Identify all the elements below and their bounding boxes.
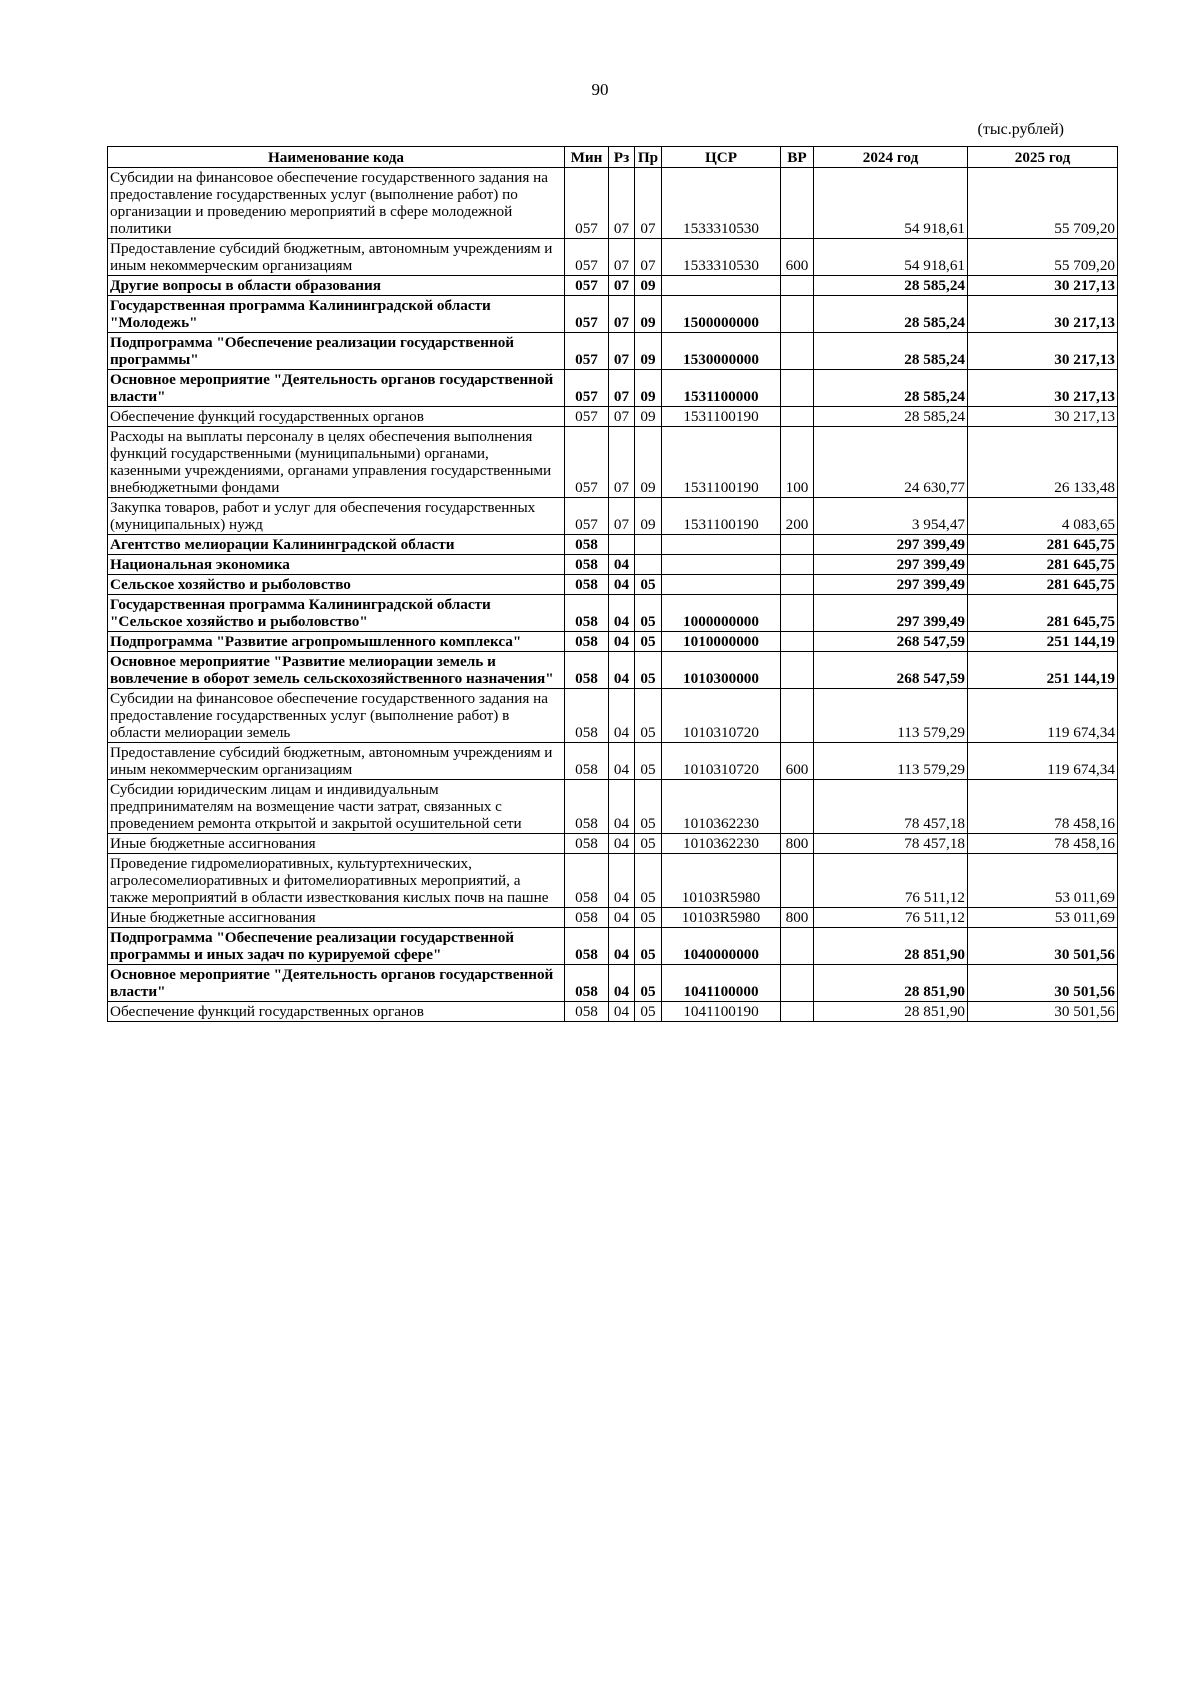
cell-min: 058 [565,632,609,652]
cell-pr: 05 [635,834,662,854]
cell-2025: 251 144,19 [968,652,1118,689]
table-row [108,575,1118,595]
cell-2025: 53 011,69 [968,908,1118,928]
cell-rz: 04 [609,928,635,965]
cell-name: Другие вопросы в области образования [108,276,565,296]
cell-2024: 28 585,24 [814,407,968,427]
cell-min: 057 [565,296,609,333]
table-row [108,834,1118,854]
cell-vr [781,928,814,965]
cell-vr [781,1002,814,1022]
table-row [108,427,1118,498]
cell-name: Субсидии на финансовое обеспечение государственного задания на предоставление государственных услуг (выполнение работ) по организации и проведению мероприятий в сфере молодежной политики [108,168,565,239]
cell-2024: 28 585,24 [814,296,968,333]
table-row [108,780,1118,834]
cell-2025: 281 645,75 [968,555,1118,575]
cell-pr: 09 [635,407,662,427]
cell-pr: 05 [635,928,662,965]
cell-vr [781,780,814,834]
cell-rz: 04 [609,555,635,575]
cell-csr: 1010000000 [662,632,781,652]
cell-min: 058 [565,928,609,965]
page-number: 90 [591,80,609,99]
cell-name: Проведение гидромелиоративных, культуртехнических, агролесомелиоративных и фитомелиоративных мероприятий, а также мероприятий в области известкования кислых почв на пашне [108,854,565,908]
cell-2024: 28 851,90 [814,928,968,965]
table-row [108,689,1118,743]
header-2025: 2025 год [968,147,1118,168]
cell-csr: 1010310720 [662,743,781,780]
cell-2025: 26 133,48 [968,427,1118,498]
cell-min: 057 [565,370,609,407]
cell-2024: 78 457,18 [814,834,968,854]
cell-pr: 07 [635,168,662,239]
cell-csr: 10103R5980 [662,908,781,928]
cell-2024: 268 547,59 [814,652,968,689]
cell-rz: 07 [609,296,635,333]
table-body [108,168,1118,1022]
cell-2025: 30 217,13 [968,407,1118,427]
table-row [108,370,1118,407]
cell-rz: 04 [609,575,635,595]
table-row [108,555,1118,575]
cell-rz [609,535,635,555]
cell-min: 058 [565,780,609,834]
cell-csr: 1531100190 [662,407,781,427]
cell-vr: 600 [781,239,814,276]
table-row [108,296,1118,333]
cell-pr: 09 [635,333,662,370]
cell-pr: 05 [635,1002,662,1022]
cell-rz: 04 [609,854,635,908]
cell-name: Основное мероприятие "Деятельность органов государственной власти" [108,965,565,1002]
cell-rz: 07 [609,239,635,276]
cell-csr: 1531100190 [662,498,781,535]
table-row [108,333,1118,370]
cell-min: 057 [565,168,609,239]
cell-rz: 04 [609,743,635,780]
cell-2025: 30 217,13 [968,333,1118,370]
cell-name: Агентство мелиорации Калининградской области [108,535,565,555]
cell-vr [781,535,814,555]
cell-2025: 251 144,19 [968,632,1118,652]
cell-min: 058 [565,535,609,555]
table-row [108,1002,1118,1022]
cell-2025: 119 674,34 [968,743,1118,780]
table-row [108,928,1118,965]
cell-rz: 04 [609,834,635,854]
table-row [108,632,1118,652]
cell-min: 058 [565,854,609,908]
cell-min: 057 [565,498,609,535]
cell-pr: 09 [635,370,662,407]
cell-rz: 07 [609,498,635,535]
cell-2024: 28 851,90 [814,965,968,1002]
cell-csr [662,575,781,595]
cell-2024: 24 630,77 [814,427,968,498]
cell-min: 058 [565,743,609,780]
cell-name: Обеспечение функций государственных органов [108,1002,565,1022]
cell-2024: 54 918,61 [814,168,968,239]
table-row [108,168,1118,239]
cell-pr: 05 [635,632,662,652]
header-csr: ЦСР [662,147,781,168]
cell-name: Подпрограмма "Развитие агропромышленного комплекса" [108,632,565,652]
header-2024: 2024 год [814,147,968,168]
cell-name: Закупка товаров, работ и услуг для обеспечения государственных (муниципальных) нужд [108,498,565,535]
table-row [108,498,1118,535]
cell-csr: 1040000000 [662,928,781,965]
cell-vr [781,296,814,333]
cell-csr: 1500000000 [662,296,781,333]
cell-2024: 113 579,29 [814,689,968,743]
table-row [108,595,1118,632]
cell-min: 057 [565,407,609,427]
cell-rz: 07 [609,427,635,498]
cell-2025: 4 083,65 [968,498,1118,535]
cell-2024: 76 511,12 [814,854,968,908]
cell-name: Предоставление субсидий бюджетным, автономным учреждениям и иным некоммерческим организациям [108,239,565,276]
cell-name: Подпрограмма "Обеспечение реализации государственной программы и иных задач по курируемой сфере" [108,928,565,965]
cell-min: 058 [565,595,609,632]
cell-2025: 119 674,34 [968,689,1118,743]
table-row [108,652,1118,689]
budget-table [107,146,1118,1022]
header-row [108,147,1118,168]
cell-csr: 1010300000 [662,652,781,689]
cell-vr: 200 [781,498,814,535]
cell-2024: 297 399,49 [814,575,968,595]
cell-name: Национальная экономика [108,555,565,575]
cell-2024: 28 585,24 [814,276,968,296]
cell-pr: 05 [635,780,662,834]
cell-csr: 1533310530 [662,168,781,239]
cell-vr [781,168,814,239]
cell-2024: 28 851,90 [814,1002,968,1022]
cell-vr [781,965,814,1002]
cell-pr: 05 [635,652,662,689]
cell-rz: 04 [609,908,635,928]
cell-pr: 05 [635,575,662,595]
cell-vr [781,652,814,689]
cell-csr: 10103R5980 [662,854,781,908]
cell-pr: 09 [635,296,662,333]
cell-pr: 05 [635,743,662,780]
cell-name: Подпрограмма "Обеспечение реализации государственной программы" [108,333,565,370]
cell-rz: 07 [609,370,635,407]
cell-vr [781,370,814,407]
table-row [108,743,1118,780]
cell-pr [635,535,662,555]
cell-min: 058 [565,908,609,928]
cell-2024: 3 954,47 [814,498,968,535]
cell-csr: 1531100190 [662,427,781,498]
cell-csr: 1041100190 [662,1002,781,1022]
cell-csr: 1010310720 [662,689,781,743]
cell-vr: 600 [781,743,814,780]
cell-rz: 04 [609,965,635,1002]
table-row [108,854,1118,908]
cell-vr [781,632,814,652]
table-row [108,965,1118,1002]
cell-2025: 281 645,75 [968,535,1118,555]
cell-csr: 1530000000 [662,333,781,370]
table-row [108,239,1118,276]
table-row [108,908,1118,928]
cell-csr [662,276,781,296]
cell-rz: 07 [609,168,635,239]
cell-csr: 1041100000 [662,965,781,1002]
cell-name: Государственная программа Калининградской области "Молодежь" [108,296,565,333]
cell-vr [781,407,814,427]
cell-vr [781,333,814,370]
cell-pr: 05 [635,689,662,743]
cell-2025: 30 217,13 [968,370,1118,407]
cell-2024: 28 585,24 [814,333,968,370]
cell-2025: 55 709,20 [968,239,1118,276]
table-row [108,276,1118,296]
cell-2025: 30 501,56 [968,1002,1118,1022]
cell-min: 058 [565,689,609,743]
cell-2025: 30 217,13 [968,296,1118,333]
cell-pr: 09 [635,276,662,296]
header-name: Наименование кода [108,147,565,168]
cell-2025: 78 458,16 [968,780,1118,834]
cell-pr: 09 [635,498,662,535]
header-pr: Пр [635,147,662,168]
cell-name: Государственная программа Калининградской области "Сельское хозяйство и рыболовство" [108,595,565,632]
cell-name: Основное мероприятие "Развитие мелиорации земель и вовлечение в оборот земель сельскохозяйственного назначения" [108,652,565,689]
cell-2025: 55 709,20 [968,168,1118,239]
cell-2024: 76 511,12 [814,908,968,928]
cell-rz: 04 [609,780,635,834]
cell-2025: 53 011,69 [968,854,1118,908]
cell-rz: 07 [609,407,635,427]
table-row [108,535,1118,555]
cell-2024: 297 399,49 [814,595,968,632]
cell-min: 058 [565,1002,609,1022]
cell-rz: 04 [609,689,635,743]
cell-min: 058 [565,965,609,1002]
cell-2025: 30 501,56 [968,928,1118,965]
cell-vr: 100 [781,427,814,498]
cell-rz: 04 [609,1002,635,1022]
cell-2025: 281 645,75 [968,575,1118,595]
cell-vr [781,595,814,632]
cell-name: Сельское хозяйство и рыболовство [108,575,565,595]
cell-min: 058 [565,575,609,595]
cell-2025: 78 458,16 [968,834,1118,854]
table-row [108,407,1118,427]
cell-2024: 113 579,29 [814,743,968,780]
cell-min: 058 [565,652,609,689]
cell-2025: 30 501,56 [968,965,1118,1002]
header-min: Мин [565,147,609,168]
cell-csr: 1533310530 [662,239,781,276]
cell-2024: 297 399,49 [814,555,968,575]
cell-pr: 05 [635,965,662,1002]
cell-2024: 28 585,24 [814,370,968,407]
cell-pr: 05 [635,854,662,908]
cell-vr [781,854,814,908]
cell-pr: 09 [635,427,662,498]
cell-2024: 297 399,49 [814,535,968,555]
cell-pr [635,555,662,575]
cell-pr: 05 [635,908,662,928]
cell-min: 058 [565,834,609,854]
cell-rz: 04 [609,595,635,632]
cell-csr: 1531100000 [662,370,781,407]
units-label: (тыс.рублей) [977,121,1064,138]
cell-csr: 1010362230 [662,834,781,854]
cell-vr: 800 [781,834,814,854]
cell-csr: 1000000000 [662,595,781,632]
cell-2024: 268 547,59 [814,632,968,652]
cell-min: 057 [565,276,609,296]
cell-vr: 800 [781,908,814,928]
cell-name: Основное мероприятие "Деятельность органов государственной власти" [108,370,565,407]
cell-csr [662,555,781,575]
cell-name: Субсидии на финансовое обеспечение государственного задания на предоставление государственных услуг (выполнение работ) в области мелиорации земель [108,689,565,743]
cell-name: Иные бюджетные ассигнования [108,834,565,854]
cell-rz: 04 [609,652,635,689]
cell-pr: 07 [635,239,662,276]
cell-vr [781,276,814,296]
cell-min: 058 [565,555,609,575]
cell-csr: 1010362230 [662,780,781,834]
cell-2025: 30 217,13 [968,276,1118,296]
cell-name: Обеспечение функций государственных органов [108,407,565,427]
cell-rz: 07 [609,276,635,296]
cell-name: Предоставление субсидий бюджетным, автономным учреждениям и иным некоммерческим организациям [108,743,565,780]
cell-csr [662,535,781,555]
cell-rz: 07 [609,333,635,370]
cell-2025: 281 645,75 [968,595,1118,632]
cell-2024: 78 457,18 [814,780,968,834]
cell-vr [781,689,814,743]
cell-min: 057 [565,333,609,370]
cell-rz: 04 [609,632,635,652]
cell-vr [781,575,814,595]
cell-vr [781,555,814,575]
cell-2024: 54 918,61 [814,239,968,276]
header-vr: ВР [781,147,814,168]
cell-name: Субсидии юридическим лицам и индивидуальным предпринимателям на возмещение части затрат, связанных с проведением ремонта открытой и закрытой осушительной сети [108,780,565,834]
cell-min: 057 [565,239,609,276]
cell-name: Расходы на выплаты персоналу в целях обеспечения выполнения функций государственными (муниципальными) органами, казенными учреждениями, органами управления государственными внебюджетными фондами [108,427,565,498]
cell-name: Иные бюджетные ассигнования [108,908,565,928]
cell-min: 057 [565,427,609,498]
cell-pr: 05 [635,595,662,632]
header-rz: Рз [609,147,635,168]
